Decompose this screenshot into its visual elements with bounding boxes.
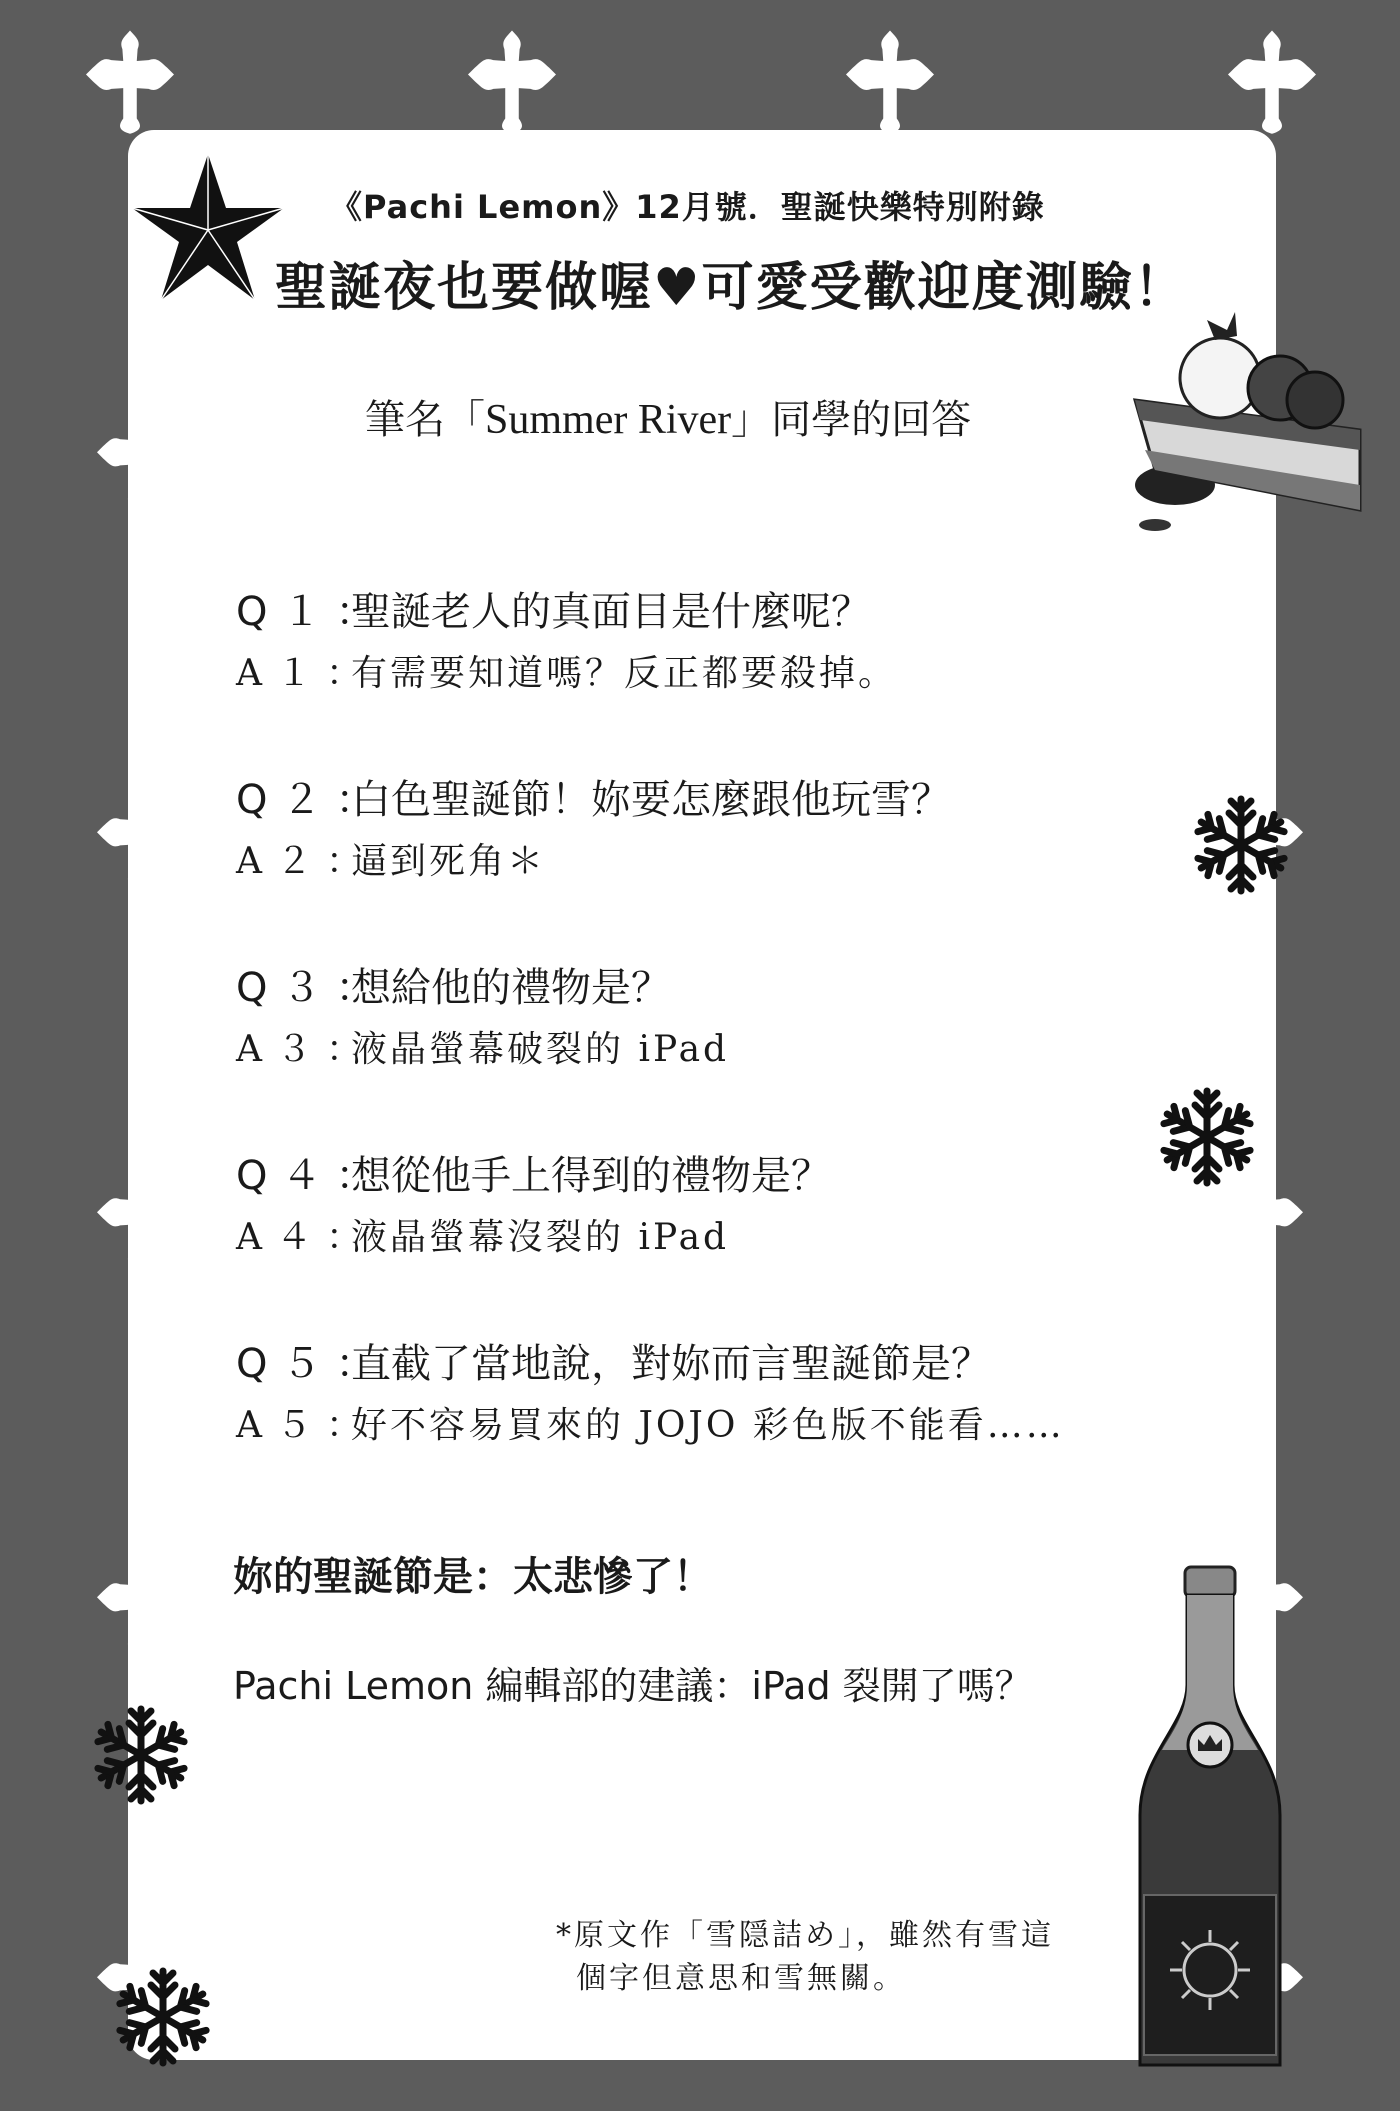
answer-text: 液晶螢幕破裂的 iPad [351,1029,730,1070]
question-5 [236,1332,991,1389]
cross-icon [1222,28,1322,138]
question-1 [236,580,871,637]
snowflake-icon [108,1962,218,2072]
star-icon [128,150,288,305]
champagne-bottle-icon [1130,1565,1290,2075]
answer-text: 逼到死角＊ [351,841,547,882]
cake-icon [1115,300,1365,540]
answer-text: 液晶螢幕沒裂的 iPad [351,1217,730,1258]
pen-name-suffix: 」同學的回答 [731,397,972,443]
question-label: Q３： [236,965,390,1011]
snowflake-icon [1186,790,1296,900]
question-label: Q２： [236,777,390,823]
question-text: 想從他手上得到的禮物是？ [351,1153,831,1199]
answer-label: A３： [236,1029,376,1070]
question-3 [236,956,671,1013]
pen-name-line [365,388,971,445]
answer-text: 好不容易買來的 JOJO 彩色版不能看…… [351,1405,1065,1446]
snowflake-icon [1152,1082,1262,1192]
answer-2 [236,833,546,884]
pen-name: Summer River [485,397,732,443]
question-text: 白色聖誕節！妳要怎麼跟他玩雪？ [351,777,951,823]
answer-label: A４： [236,1217,376,1258]
question-label: Q４： [236,1153,390,1199]
cross-icon [462,28,562,138]
answer-text: 有需要知道嗎？反正都要殺掉。 [351,653,898,694]
quiz-result: 妳的聖誕節是：太悲慘了！ [233,1554,713,1600]
question-text: 直截了當地說，對妳而言聖誕節是？ [351,1341,991,1387]
footnote-line-2: 個字但意思和雪無關。 [576,1961,906,1996]
question-4 [236,1144,831,1201]
snowflake-icon [86,1700,196,1810]
cross-icon [840,28,940,138]
answer-label: A５： [236,1405,376,1446]
question-label: Q５： [236,1341,390,1387]
answer-1 [236,645,897,696]
editor-advice: Pachi Lemon 編輯部的建議：iPad 裂開了嗎？ [233,1664,1033,1708]
answer-label: A１： [236,653,376,694]
footnote-line-1: *原文作「雪隠詰め」，雖然有雪這 [556,1918,1054,1953]
answer-5 [236,1397,1065,1448]
answer-label: A２： [236,841,376,882]
question-text: 想給他的禮物是？ [351,965,671,1011]
pen-name-prefix: 筆名「 [365,397,485,443]
cross-icon [80,28,180,138]
answer-3 [236,1021,729,1072]
question-2 [236,768,951,825]
quiz-title: 聖誕夜也要做喔♥可愛受歡迎度測驗！ [275,258,1188,318]
question-text: 聖誕老人的真面目是什麼呢？ [351,589,871,635]
issue-header: 《Pachi Lemon》12月號．聖誕快樂特別附錄 [330,188,1045,226]
answer-4 [236,1209,729,1260]
question-label: Q１： [236,589,390,635]
